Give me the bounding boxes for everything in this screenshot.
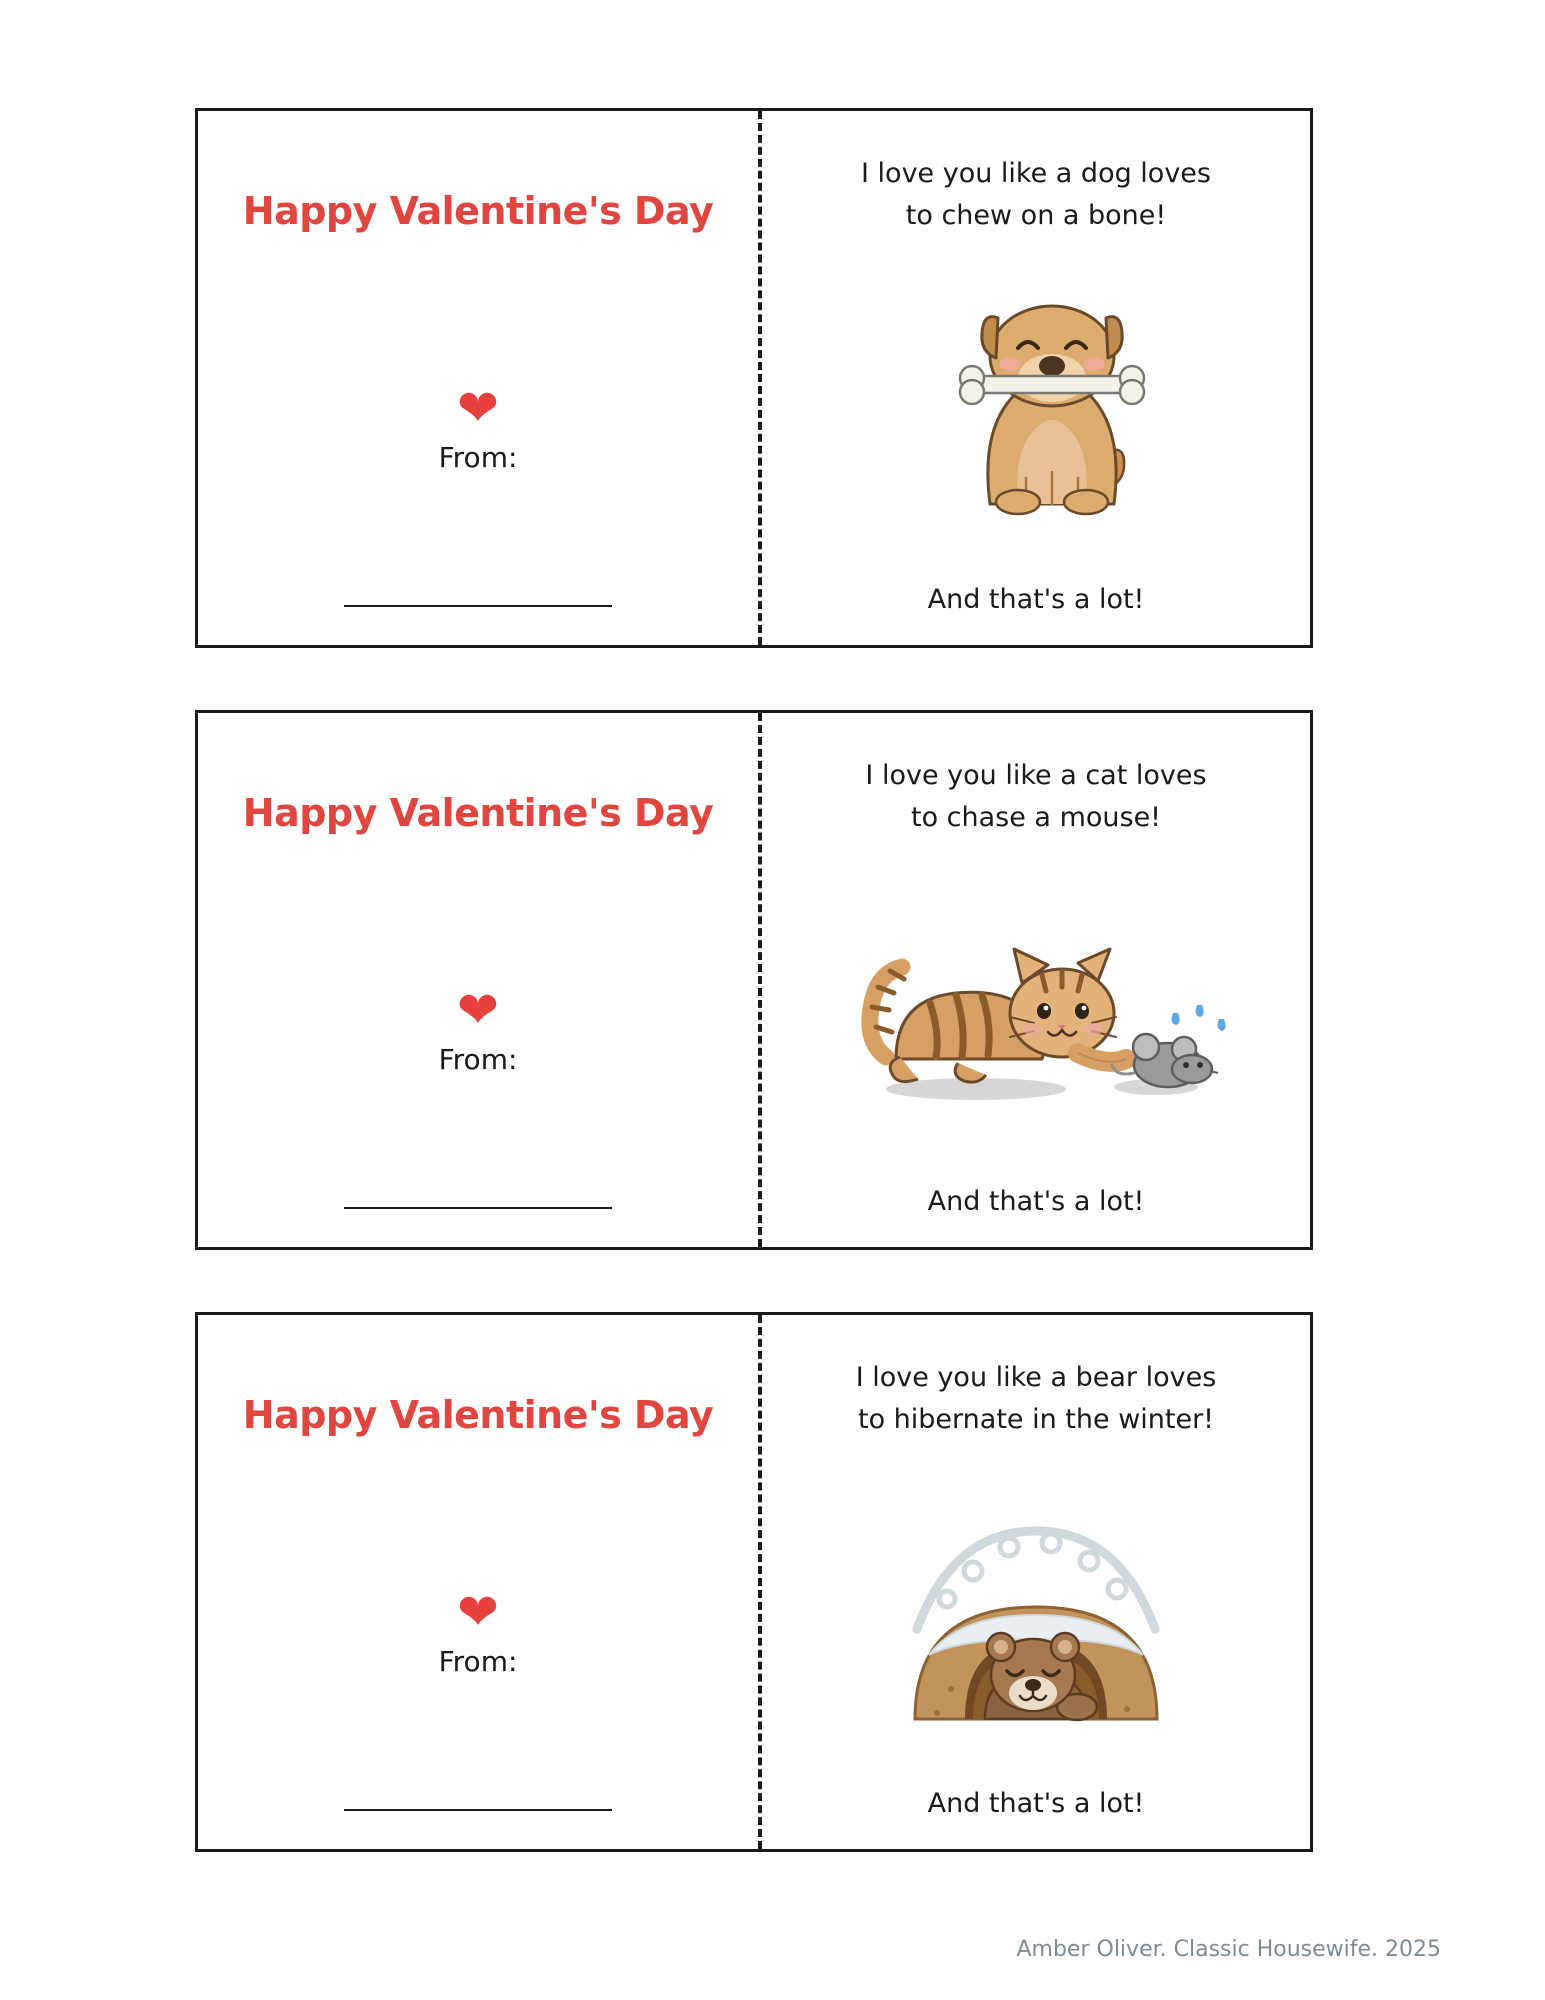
heart-icon: ❤ [457, 981, 499, 1039]
from-label: From: [438, 441, 518, 474]
rhyme-line-2: to chase a mouse! [910, 801, 1161, 833]
dog-with-bone-illustration [762, 237, 1310, 584]
signature-line [344, 605, 612, 607]
valentine-card-dog [195, 108, 1313, 648]
bear-hibernating-in-cave-illustration [762, 1441, 1310, 1788]
card-inside-left-dog [198, 111, 758, 645]
rhyme-text-cat [821, 755, 1251, 839]
heart-icon: ❤ [457, 1583, 499, 1641]
heart-icon-wrap [198, 379, 758, 437]
tagline-text: And that's a lot! [927, 1788, 1145, 1819]
greeting-text: Happy Valentine's Day [242, 1393, 714, 1437]
rhyme-line-1: I love you like a cat loves [865, 760, 1207, 791]
from-label: From: [438, 1043, 518, 1076]
card-inside-right-dog [762, 111, 1310, 645]
heart-icon: ❤ [457, 379, 499, 437]
tagline-text: And that's a lot! [927, 584, 1145, 615]
card-inside-right-bear [762, 1315, 1310, 1849]
greeting-text: Happy Valentine's Day [242, 791, 714, 835]
card-inside-left-cat [198, 713, 758, 1247]
valentine-card-cat [195, 710, 1313, 1250]
card-inside-right-cat [762, 713, 1310, 1247]
cat-chasing-mouse-illustration [762, 839, 1310, 1186]
heart-icon-wrap [198, 1583, 758, 1641]
rhyme-line-1: I love you like a dog loves [861, 158, 1211, 189]
rhyme-text-dog [821, 153, 1251, 237]
credit-text: Amber Oliver. Classic Housewife. 2025 [1016, 1937, 1441, 1962]
rhyme-line-2: to chew on a bone! [905, 199, 1167, 231]
rhyme-text-bear [821, 1357, 1251, 1441]
signature-line [344, 1207, 612, 1209]
tagline-text: And that's a lot! [927, 1186, 1145, 1217]
card-inside-left-bear [198, 1315, 758, 1849]
rhyme-line-2: to hibernate in the winter! [857, 1403, 1215, 1435]
rhyme-line-1: I love you like a bear loves [855, 1362, 1217, 1393]
greeting-text: Happy Valentine's Day [242, 189, 714, 233]
from-label: From: [438, 1645, 518, 1678]
signature-line [344, 1809, 612, 1811]
valentine-card-bear [195, 1312, 1313, 1852]
heart-icon-wrap [198, 981, 758, 1039]
